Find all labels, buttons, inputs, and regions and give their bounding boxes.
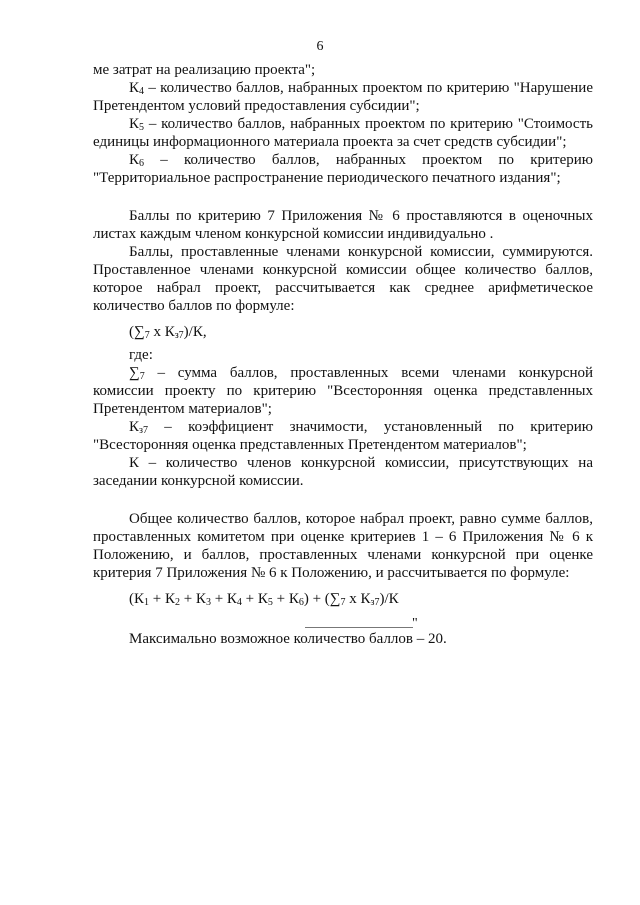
document-body — [93, 61, 593, 648]
spacer — [93, 187, 593, 207]
paragraph-summation: Баллы, проставленные членами конкурсной комиссии, суммируются. Проставленное членами конкурсной комиссии общее количество баллов, которое набрал проект, рассчитывается как среднее арифметическое количество баллов по формуле: — [93, 244, 593, 314]
definition-coefficient: $К_{з7}$ – коэффициент значимости, установленный по критерию "Всесторонняя оценка представленных Претендентом материалов"; — [93, 419, 593, 453]
definition-members: К – количество членов конкурсной комиссии, присутствующих на заседании конкурсной комиссии. — [93, 455, 593, 489]
spacer — [93, 490, 593, 510]
where-label: где: — [129, 347, 153, 363]
paragraph-k4 — [93, 79, 593, 115]
formula-total: $(К_1 + К_2 + К_3 + К_4 + К_5 + К_6) + (\sum_7$ х $К_{з7})/К$ — [129, 591, 399, 608]
page-number: 6 — [316, 39, 324, 54]
coefficient-symbol: К — [129, 80, 140, 96]
formula-average: ($\sum_7$ х $К_{з7})/К$, — [129, 324, 207, 341]
coefficient-symbol: К — [129, 116, 140, 132]
paragraph-total-score: Общее количество баллов, которое набрал проект, равно сумме баллов, проставленных комитетом при оценке критериев 1 – 6 Приложения № 6 к Положению, и баллов, проставленных членами конкурсной при оценке критерия 7 Приложения № 6 к Положению, и рассчитывается по формуле: — [93, 511, 593, 581]
paragraph-text: – количество баллов, набранных проектом по критерию "Нарушение Претендентом условий предоставления субсидии"; — [93, 80, 593, 114]
coefficient-subscript: 5 — [139, 122, 145, 133]
coefficient-symbol: К — [129, 152, 140, 168]
definition-sum: $\sum_7$ – сумма баллов, проставленных всеми членами конкурсной комиссии проекту по критерию "Всесторонняя оценка представленных Претендентом материалов"; — [93, 365, 593, 417]
paragraph-continuation: ме затрат на реализацию проекта"; — [93, 62, 316, 78]
closing-rule — [305, 627, 413, 628]
coefficient-subscript: 4 — [139, 86, 145, 97]
paragraph-k5 — [93, 115, 593, 151]
paragraph-k6 — [93, 151, 593, 187]
paragraph-text: – количество баллов, набранных проектом по критерию "Территориальное распространение периодического печатного издания"; — [93, 152, 593, 186]
paragraph-text: – количество баллов, набранных проектом по критерию "Стоимость единицы информационного материала проекта за счет средств субсидии"; — [93, 116, 593, 150]
closing-quote: " — [412, 616, 418, 631]
paragraph-criterion-7: Баллы по критерию 7 Приложения № 6 проставляются в оценочных листах каждым членом конкурсной комиссии индивидуально . — [93, 208, 593, 242]
paragraph-max-score: Максимально возможное количество баллов – 20. — [129, 631, 447, 647]
coefficient-subscript: 6 — [139, 158, 145, 169]
